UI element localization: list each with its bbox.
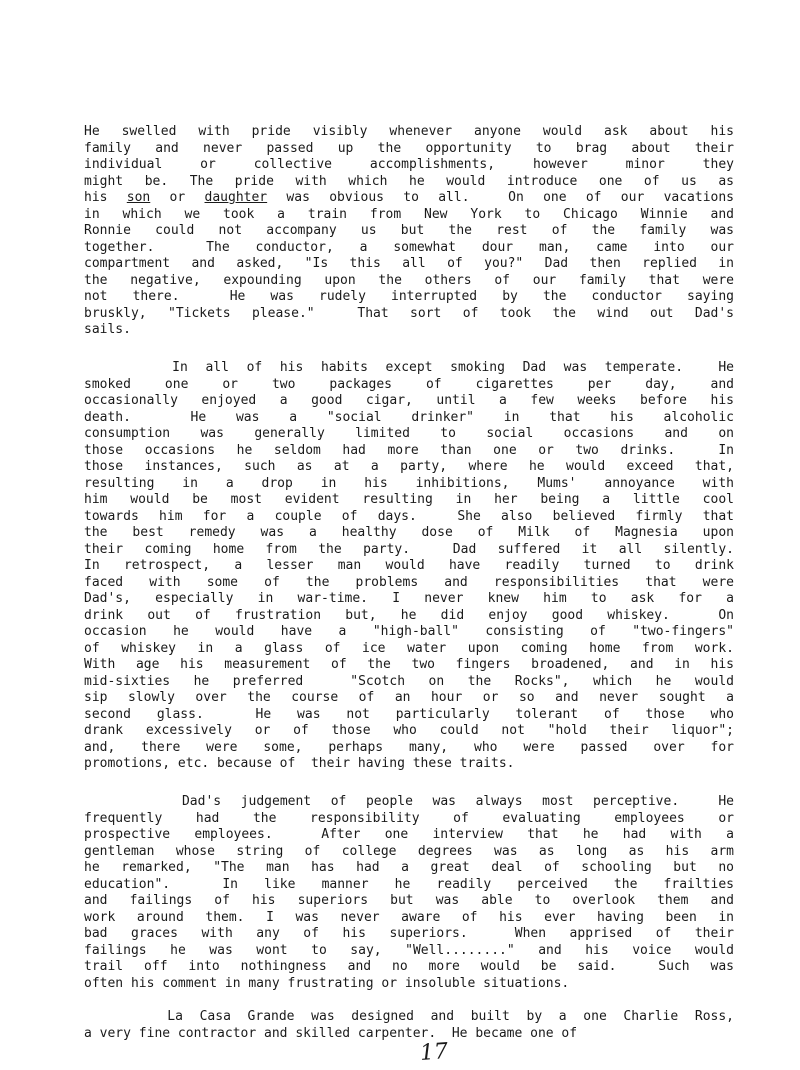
text-line: the negative, expounding upon the others of our family that were <box>84 272 734 288</box>
paragraph-pride <box>84 124 734 339</box>
text-line: He swelled with pride visibly whenever anyone would ask about his <box>84 124 734 139</box>
text-line: his son or daughter was obvious to all. On one of our vacations <box>84 190 735 205</box>
text-line: those occasions he seldom had more than one or two drinks. In <box>84 442 734 458</box>
text-line: Dad's, especially in war-time. I never knew him to ask for a <box>84 591 734 606</box>
text-line: their coming home from the party. Dad suffered it all silently. <box>84 541 734 557</box>
text-line: together. The conductor, a somewhat dour man, came into our <box>84 239 734 255</box>
text-line: In all of his habits except smoking Dad was temperate. He <box>84 360 734 375</box>
text-line: drink out of frustration but, he did enjoy good whiskey. On <box>84 607 734 623</box>
text-line: occasion he would have a "high-ball" consisting of "two-fingers" <box>84 624 734 639</box>
text-line: compartment and asked, "Is this all of you?" Dad then replied in <box>84 256 734 271</box>
text-line: Dad's judgement of people was always most perceptive. He <box>84 794 734 809</box>
text-line: second glass. He was not particularly tolerant of those who <box>84 706 734 722</box>
text-line: those instances, such as at a party, where he would exceed that, <box>84 459 734 474</box>
text-line: and failings of his superiors but was able to overlook them and <box>84 893 734 908</box>
text-line: education". In like manner he readily perceived the frailties <box>84 876 734 892</box>
page-number: 17 <box>419 1039 449 1066</box>
text-line: prospective employees. After one interview that he had with a <box>84 827 734 842</box>
text-line: often his comment in many frustrating or insoluble situations. <box>84 975 570 991</box>
text-line: mid-sixties he preferred "Scotch on the Rocks", which he would <box>84 673 734 689</box>
text-line: of whiskey in a glass of ice water upon coming home from work. <box>84 640 734 656</box>
text-line: work around them. I was never aware of his ever having been in <box>84 909 734 925</box>
text-line: frequently had the responsibility of evaluating employees or <box>84 810 734 826</box>
text-line: faced with some of the problems and responsibilities that were <box>84 574 734 590</box>
text-line: towards him for a couple of days. She also believed firmly that <box>84 508 734 524</box>
text-line: With age his measurement of the two fingers broadened, and in his <box>84 657 734 672</box>
paragraph-judgement <box>84 794 734 992</box>
text-line: occasionally enjoyed a good cigar, until a few weeks before his <box>84 393 734 408</box>
text-line: Ronnie could not accompany us but the rest of the family was <box>84 223 734 238</box>
text-line: sip slowly over the course of an hour or so and never sought a <box>84 690 734 705</box>
text-line: failings he was wont to say, "Well........" and his voice would <box>84 942 734 958</box>
text-line: trail off into nothingness and no more would be said. Such was <box>84 959 734 974</box>
text-line: might be. The pride with which he would introduce one of us as <box>84 173 734 189</box>
text-line: bruskly, "Tickets please." That sort of took the wind out Dad's <box>84 305 734 321</box>
text-line: not there. He was rudely interrupted by the conductor saying <box>84 289 734 304</box>
text-line: in which we took a train from New York to Chicago Winnie and <box>84 206 734 222</box>
text-line: La Casa Grande was designed and built by a one Charlie Ross, <box>84 1009 734 1024</box>
text-line: him would be most evident resulting in her being a little cool <box>84 492 734 507</box>
text-line: and, there were some, perhaps many, who were passed over for <box>84 739 734 755</box>
text-line: promotions, etc. because of their having these traits. <box>84 756 515 771</box>
text-line: death. He was a "social drinker" in that his alcoholic <box>84 409 734 425</box>
text-line: gentleman whose string of college degrees was as long as his arm <box>84 843 734 859</box>
text-line: he remarked, "The man has had a great deal of schooling but no <box>84 860 734 875</box>
text-line: resulting in a drop in his inhibitions, Mums' annoyance with <box>84 475 734 491</box>
text-line: a very fine contractor and skilled carpenter. He became one of <box>84 1025 578 1041</box>
paragraph-habits <box>84 360 734 773</box>
text-line: bad graces with any of his superiors. When apprised of their <box>84 926 734 941</box>
text-line: In retrospect, a lesser man would have readily turned to drink <box>84 558 734 573</box>
text-line: individual or collective accomplishments, however minor they <box>84 157 734 172</box>
text-line: drank excessively or of those who could not "hold their liquor"; <box>84 723 734 738</box>
text-line: family and never passed up the opportunity to brag about their <box>84 140 734 156</box>
paragraph-casa-grande <box>84 1009 734 1042</box>
text-line: consumption was generally limited to social occasions and on <box>84 426 734 441</box>
text-line: sails. <box>84 322 131 337</box>
text-line: the best remedy was a healthy dose of Milk of Magnesia upon <box>84 525 734 540</box>
text-line: smoked one or two packages of cigarettes per day, and <box>84 376 734 392</box>
